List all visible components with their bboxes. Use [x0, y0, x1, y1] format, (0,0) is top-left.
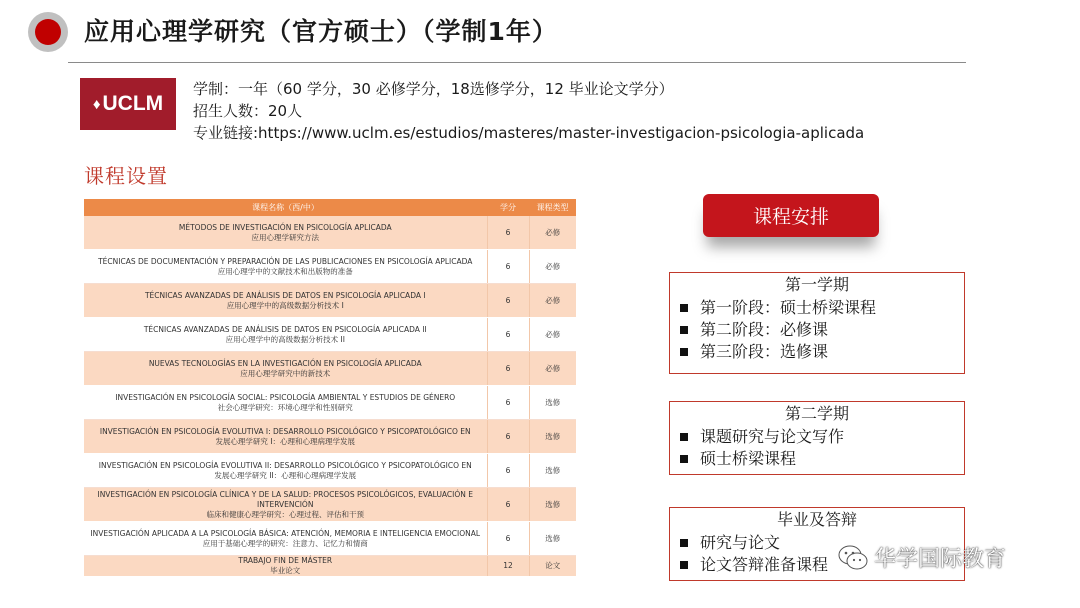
course-type-cell: 必修: [529, 318, 576, 352]
wechat-icon: [838, 545, 868, 571]
course-name-zh: 应用心理学中的高级数据分析技术 I: [226, 300, 344, 310]
course-name-cell: [84, 284, 487, 318]
course-name-cell: [84, 352, 487, 386]
term-item: 第三阶段：选修课: [680, 341, 964, 363]
course-name-zh: 应用心理学研究中的新技术: [240, 368, 331, 378]
course-name-cell: [84, 216, 487, 250]
credits-cell: 6: [487, 420, 529, 454]
course-name-zh: 应用心理学中的高级数据分析技术 II: [225, 334, 345, 344]
course-type-cell: 必修: [529, 250, 576, 284]
course-name-es: TÉCNICAS AVANZADAS DE ANÁLISIS DE DATOS EN PSICOLOGÍA APLICADA II: [143, 324, 427, 334]
course-type-cell: 论文: [529, 556, 576, 577]
term-item: 第一阶段：硕士桥梁课程: [680, 297, 964, 319]
table-row: [84, 284, 576, 318]
course-table: [84, 199, 576, 577]
course-name-cell: [84, 420, 487, 454]
credits-cell: 6: [487, 386, 529, 420]
table-row: [84, 386, 576, 420]
course-name-es: INVESTIGACIÓN APLICADA A LA PSICOLOGÍA BÁSICA: ATENCIÓN, MEMORIA E INTELIGENCIA EMOCIONAL: [90, 528, 481, 538]
page-title: 应用心理学研究（官方硕士）（学制1年）: [84, 17, 558, 46]
table-row: [84, 250, 576, 284]
course-name-zh: 应用心理学中的文献技术和出版物的准备: [217, 266, 353, 276]
square-bullet-icon: [680, 304, 688, 312]
uclm-logo: [80, 78, 176, 130]
credits-cell: 6: [487, 216, 529, 250]
term-title: 毕业及答辩: [776, 510, 857, 529]
course-name-cell: [84, 386, 487, 420]
term-box-2: [669, 401, 965, 475]
table-row: [84, 318, 576, 352]
course-name-cell: [84, 556, 487, 577]
uclm-emblem-icon: ♦: [92, 95, 101, 113]
table-row: [84, 216, 576, 250]
credits-cell: 6: [487, 352, 529, 386]
logo-text: UCLM: [102, 92, 164, 115]
course-name-es: INVESTIGACIÓN EN PSICOLOGÍA EVOLUTIVA I: DESARROLLO PSICOLÓGICO Y PSICOPATOLÓGICO EN: [99, 426, 471, 436]
table-row: [84, 420, 576, 454]
course-name-zh: 发展心理学研究 I：心理和心理病理学发展: [215, 436, 356, 446]
credits-cell: 6: [487, 454, 529, 488]
course-name-es: INVESTIGACIÓN EN PSICOLOGÍA SOCIAL: PSICOLOGÍA AMBIENTAL Y ESTUDIOS DE GÉNERO: [115, 392, 456, 402]
course-name-es: MÉTODOS DE INVESTIGACIÓN EN PSICOLOGÍA APLICADA: [178, 222, 392, 232]
course-type-cell: 选修: [529, 386, 576, 420]
course-type-cell: 必修: [529, 216, 576, 250]
square-bullet-icon: [680, 326, 688, 334]
course-type-cell: 选修: [529, 522, 576, 556]
course-name-cell: [84, 488, 487, 522]
title-bullet-icon: [28, 12, 68, 52]
course-name-es: TÉCNICAS DE DOCUMENTACIÓN Y PREPARACIÓN DE LAS PUBLICACIONES EN PSICOLOGÍA APLICADA: [98, 256, 473, 266]
header-course-name: 课程名称（西/中）: [84, 199, 487, 216]
term-item: 第二阶段：必修课: [680, 319, 964, 341]
square-bullet-icon: [680, 539, 688, 547]
course-type-cell: 选修: [529, 420, 576, 454]
enrollment-text: 招生人数：20人: [193, 102, 303, 120]
course-type-cell: 必修: [529, 284, 576, 318]
course-name-zh: 应用心理学研究方法: [251, 232, 319, 242]
program-info: [193, 78, 864, 144]
term-item: 研究与论文: [680, 532, 964, 554]
course-name-es: TÉCNICAS AVANZADAS DE ANÁLISIS DE DATOS EN PSICOLOGÍA APLICADA I: [144, 290, 426, 300]
credits-cell: 6: [487, 318, 529, 352]
watermark: [838, 542, 1006, 573]
square-bullet-icon: [680, 433, 688, 441]
program-link[interactable]: 专业链接:https://www.uclm.es/estudios/masteres/master-investigacion-psicologia-aplicada: [193, 124, 865, 142]
course-name-es: TRABAJO FIN DE MÁSTER: [238, 556, 333, 565]
course-name-es: INVESTIGACIÓN EN PSICOLOGÍA EVOLUTIVA II: DESARROLLO PSICOLÓGICO Y PSICOPATOLÓGICO EN: [98, 460, 472, 470]
credits-cell: 6: [487, 522, 529, 556]
term-item: 硕士桥梁课程: [680, 448, 964, 470]
course-name-zh: 发展心理学研究 II：心理和心理病理学发展: [214, 470, 357, 480]
credits-cell: 6: [487, 488, 529, 522]
course-name-cell: [84, 522, 487, 556]
course-name-zh: 社会心理学研究：环境心理学和性别研究: [217, 402, 353, 412]
table-header-row: [84, 199, 576, 216]
square-bullet-icon: [680, 561, 688, 569]
course-name-zh: 毕业论文: [270, 566, 301, 575]
header-type: 课程类型: [529, 199, 576, 216]
course-type-cell: 选修: [529, 488, 576, 522]
course-plan-button[interactable]: 课程安排: [703, 194, 879, 237]
course-name-cell: [84, 250, 487, 284]
section-title: 课程设置: [84, 164, 168, 188]
course-name-cell: [84, 454, 487, 488]
credits-cell: 6: [487, 284, 529, 318]
course-name-es: NUEVAS TECNOLOGÍAS EN LA INVESTIGACIÓN EN PSICOLOGÍA APLICADA: [148, 358, 422, 368]
term-item: 课题研究与论文写作: [680, 426, 964, 448]
credits-cell: 6: [487, 250, 529, 284]
square-bullet-icon: [680, 455, 688, 463]
course-name-es: INVESTIGACIÓN EN PSICOLOGÍA CLÍNICA Y DE LA SALUD: PROCESOS PSICOLÓGICOS, EVALUACIÓN E INTERVENCIÓN: [97, 489, 474, 509]
title-divider: [68, 62, 966, 63]
course-name-cell: [84, 318, 487, 352]
table-row: [84, 556, 576, 577]
course-type-cell: 必修: [529, 352, 576, 386]
course-name-zh: 临床和健康心理学研究：心理过程、评估和干预: [206, 509, 364, 519]
table-row: [84, 488, 576, 522]
table-row: [84, 454, 576, 488]
term-title: 第一学期: [784, 275, 849, 294]
duration-text: 学制：一年（60 学分，30 必修学分，18选修学分，12 毕业论文学分）: [193, 80, 674, 98]
course-type-cell: 选修: [529, 454, 576, 488]
table-row: [84, 352, 576, 386]
term-title: 第二学期: [784, 404, 849, 423]
course-name-zh: 应用于基础心理学的研究：注意力、记忆力和情商: [202, 538, 368, 548]
table-row: [84, 522, 576, 556]
square-bullet-icon: [680, 348, 688, 356]
header-credits: 学分: [487, 199, 529, 216]
watermark-text: 华学国际教育: [874, 547, 1007, 572]
credits-cell: 12: [487, 556, 529, 577]
term-box-1: [669, 272, 965, 374]
term-item: 论文答辩准备课程: [680, 554, 964, 576]
